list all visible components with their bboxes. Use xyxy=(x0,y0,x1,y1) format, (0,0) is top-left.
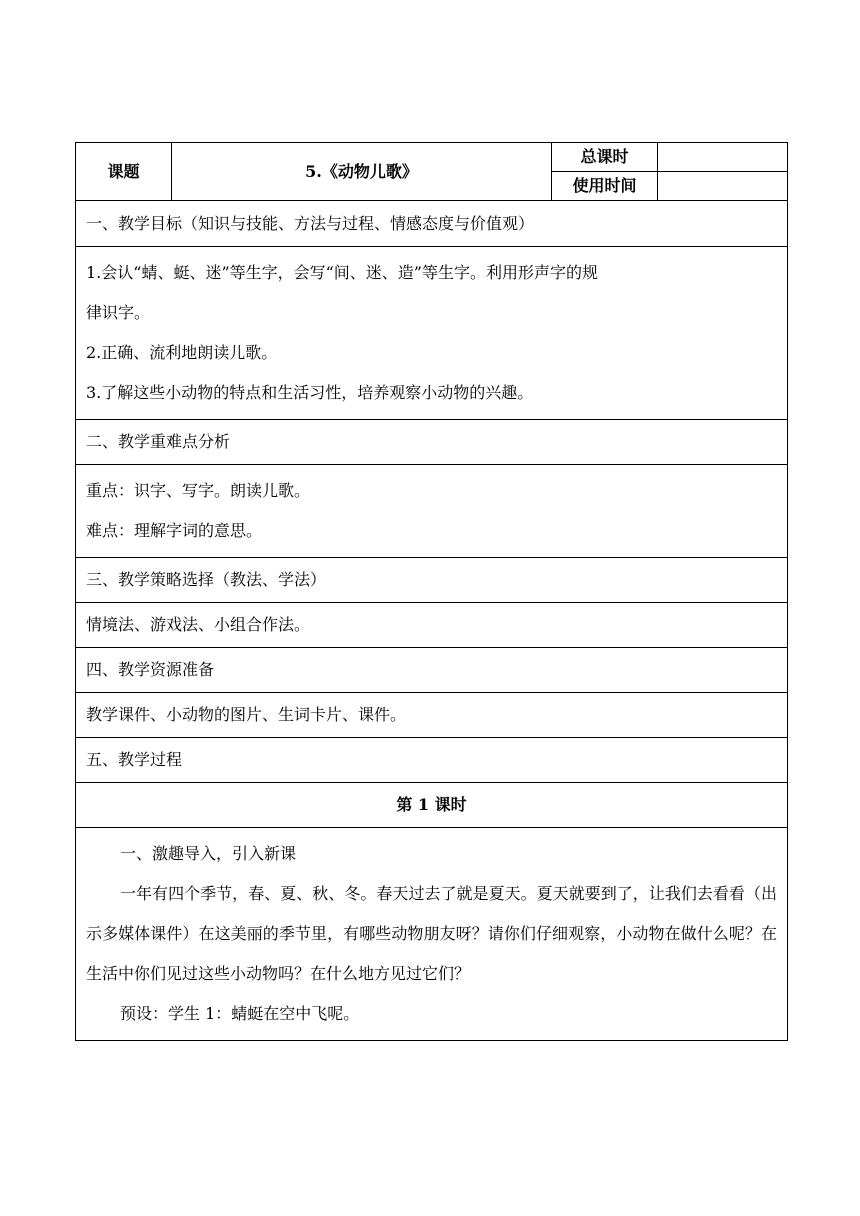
step-paragraph: 一年有四个季节，春、夏、秋、冬。春天过去了就是夏天。夏天就要到了，让我们去看看（出示多媒体课件）在这美丽的季节里，有哪些动物朋友呀？请你们仔细观察，小动物在做什么呢？在生活中你们见过这些小动物吗？在什么地方见过它们？ xyxy=(86,884,777,983)
preset-line: 预设：学生 1：蜻蜓在空中飞呢。 xyxy=(120,1004,360,1023)
key-point-line: 重点：识字、写字。朗读儿歌。 xyxy=(86,481,311,500)
objective-line: 3.了解这些小动物的特点和生活习性，培养观察小动物的兴趣。 xyxy=(86,383,534,402)
step-heading: 一、激趣导入，引入新课 xyxy=(120,844,297,863)
resources-content: 教学课件、小动物的图片、生词卡片、课件。 xyxy=(76,693,788,738)
total-hours-label: 总课时 xyxy=(552,143,658,172)
objective-line: 1.会认“蜻、蜓、迷”等生字，会写“间、迷、造”等生字。利用形声字的规 xyxy=(86,263,598,282)
key-points-title: 二、教学重难点分析 xyxy=(76,420,788,465)
objectives-content xyxy=(76,247,788,420)
total-hours-value xyxy=(658,143,788,172)
strategy-content: 情境法、游戏法、小组合作法。 xyxy=(76,603,788,648)
process-content xyxy=(76,828,788,1041)
topic-value: 5.《动物儿歌》 xyxy=(172,143,552,201)
topic-label: 课题 xyxy=(76,143,172,201)
use-time-label: 使用时间 xyxy=(552,172,658,201)
key-points-content xyxy=(76,465,788,558)
resources-title: 四、教学资源准备 xyxy=(76,648,788,693)
key-point-line: 难点：理解字词的意思。 xyxy=(86,521,263,540)
strategy-title: 三、教学策略选择（教法、学法） xyxy=(76,558,788,603)
objective-line: 律识字。 xyxy=(86,303,151,322)
lesson-plan-table xyxy=(75,142,788,1041)
process-title: 五、教学过程 xyxy=(76,738,788,783)
lesson-title: 第 1 课时 xyxy=(76,783,788,828)
use-time-value xyxy=(658,172,788,201)
objectives-title: 一、教学目标（知识与技能、方法与过程、情感态度与价值观） xyxy=(76,201,788,247)
objective-line: 2.正确、流利地朗读儿歌。 xyxy=(86,343,278,362)
